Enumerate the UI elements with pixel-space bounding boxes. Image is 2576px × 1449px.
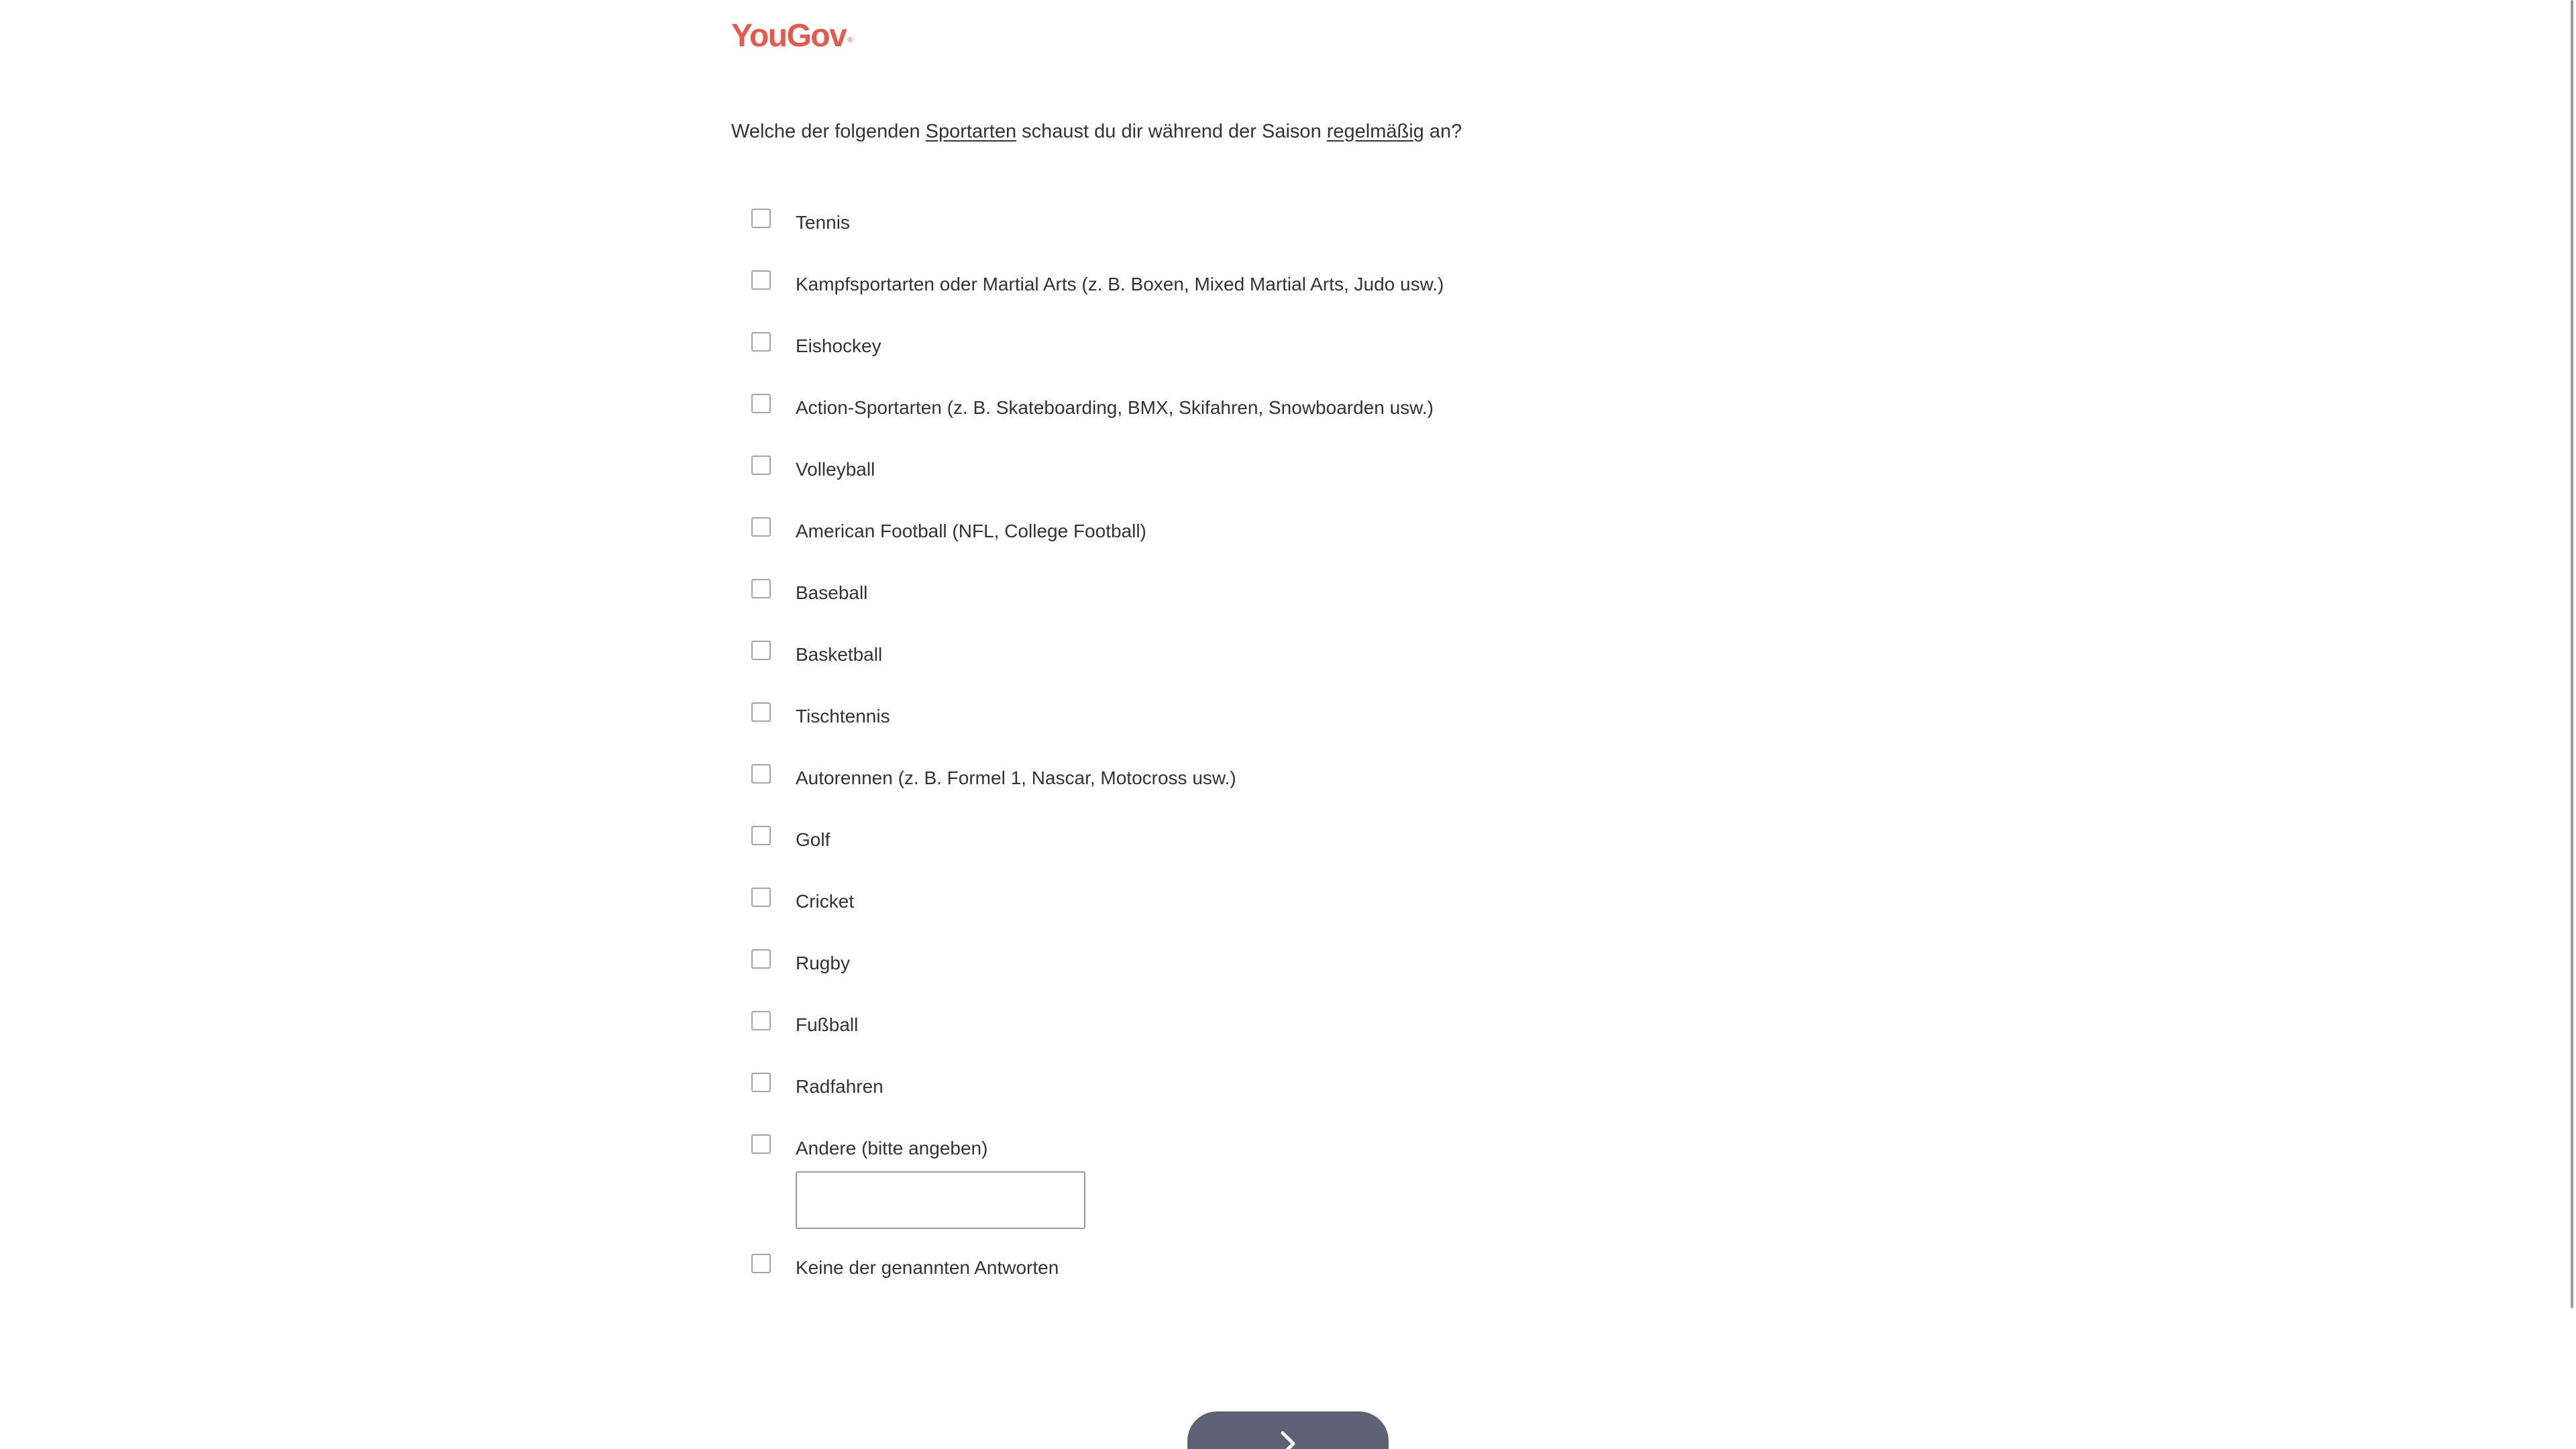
option-label[interactable]: Baseball [796,582,868,603]
checkbox[interactable] [751,949,771,969]
scrollbar-thumb[interactable] [2571,0,2573,1308]
checkbox[interactable] [751,702,771,722]
checkbox[interactable] [751,1073,771,1092]
trademark-symbol: ® [847,36,853,44]
checkbox[interactable] [751,455,771,475]
option-label[interactable]: Fußball [796,1014,859,1035]
option-label[interactable]: Kampfsportarten oder Martial Arts (z. B. Boxen, Mixed Martial Arts, Judo usw.) [796,274,1444,294]
option-other[interactable] [751,1131,1892,1250]
option-label[interactable]: Eishockey [796,335,881,356]
checkbox[interactable] [751,826,771,845]
checkbox[interactable] [751,888,771,907]
checkbox[interactable] [751,517,771,537]
option-table-tennis[interactable] [751,699,1892,761]
option-label[interactable]: Radfahren [796,1076,883,1097]
option-label[interactable]: Keine der genannten Antworten [796,1257,1059,1278]
option-motor-racing[interactable] [751,761,1892,822]
option-label[interactable]: Tischtennis [796,706,890,727]
checkbox[interactable] [751,1134,771,1154]
question-part-1: Welche der folgenden [731,121,926,142]
option-label[interactable]: Tennis [796,212,850,233]
option-action-sports[interactable] [751,390,1892,452]
next-button[interactable] [1187,1411,1389,1449]
option-cycling[interactable] [751,1069,1892,1131]
option-label[interactable]: Andere (bitte angeben) [796,1138,988,1159]
option-football[interactable] [751,1008,1892,1069]
checkbox[interactable] [751,394,771,413]
checkbox[interactable] [751,579,771,598]
yougov-logo [731,16,852,56]
option-label[interactable]: Action-Sportarten (z. B. Skateboarding, BMX, Skifahren, Snowboarden usw.) [796,397,1434,418]
option-label[interactable]: Golf [796,829,830,850]
option-label[interactable]: American Football (NFL, College Football) [796,521,1146,541]
option-label[interactable]: Autorennen (z. B. Formel 1, Nascar, Motocross usw.) [796,767,1236,788]
option-tennis[interactable] [751,205,1892,267]
option-label[interactable]: Cricket [796,891,855,912]
option-basketball[interactable] [751,637,1892,699]
checkbox[interactable] [751,1011,771,1030]
answer-options-list [751,205,1892,1312]
option-martial-arts[interactable] [751,267,1892,329]
question-emphasis-regularly: regelmäßig [1326,121,1424,142]
option-rugby[interactable] [751,946,1892,1008]
checkbox[interactable] [751,209,771,228]
question-emphasis-sports: Sportarten [925,121,1017,142]
other-specify-input[interactable] [796,1171,1085,1229]
logo-text: YouGov [731,18,847,54]
option-label[interactable]: Rugby [796,953,850,973]
question-text [731,117,1462,146]
question-part-3: an? [1424,121,1462,142]
checkbox[interactable] [751,270,771,290]
chevron-right-icon [1279,1429,1297,1449]
option-label[interactable]: Basketball [796,644,883,665]
question-part-2: schaust du dir während der Saison [1016,121,1327,142]
option-cricket[interactable] [751,884,1892,946]
option-american-football[interactable] [751,514,1892,576]
checkbox[interactable] [751,764,771,784]
scrollbar[interactable] [2568,0,2576,1449]
option-volleyball[interactable] [751,452,1892,514]
checkbox[interactable] [751,332,771,352]
checkbox[interactable] [751,641,771,660]
option-golf[interactable] [751,822,1892,884]
option-ice-hockey[interactable] [751,329,1892,390]
option-none[interactable] [751,1250,1892,1312]
option-label[interactable]: Volleyball [796,459,875,480]
option-baseball[interactable] [751,576,1892,637]
checkbox[interactable] [751,1254,771,1273]
